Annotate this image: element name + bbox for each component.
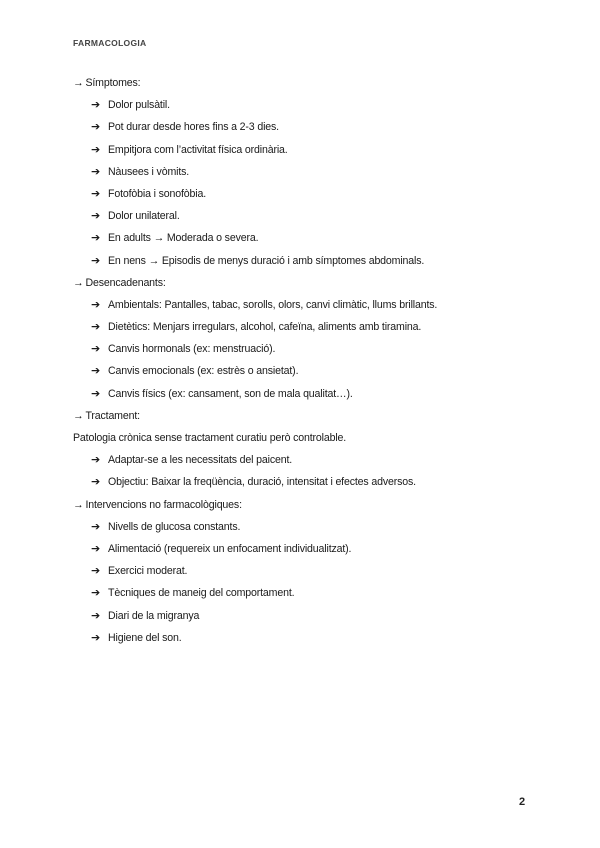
- document-body: [73, 72, 543, 649]
- list-item: ➔ Adaptar-se a les necessitats del paicent.: [73, 449, 543, 471]
- arrow-bullet-icon: ➔: [91, 143, 101, 156]
- arrow-bullet-icon: ➔: [91, 565, 101, 578]
- section-heading-intervencions: [73, 494, 543, 516]
- list-item: ➔ Nivells de glucosa constants.: [73, 516, 543, 538]
- arrow-bullet-icon: ➔: [91, 254, 101, 267]
- list-item: ➔ Diari de la migranya: [73, 605, 543, 627]
- list-item: ➔ En adults → Moderada o severa.: [73, 227, 543, 249]
- section-title: Símptomes:: [85, 77, 141, 89]
- arrow-bullet-icon: ➔: [91, 454, 101, 467]
- list-item: ➔ Dolor pulsàtil.: [73, 94, 543, 116]
- arrow-bullet-icon: ➔: [91, 609, 101, 622]
- arrow-bullet-icon: ➔: [91, 232, 101, 245]
- arrow-bullet-icon: ➔: [91, 99, 101, 112]
- right-arrow-icon: →: [73, 276, 84, 289]
- list-item: ➔ Nàusees i vòmits.: [73, 161, 543, 183]
- arrow-bullet-icon: ➔: [91, 121, 101, 134]
- section-title: Desencadenants:: [85, 276, 166, 289]
- list-item: ➔ Fotofòbia i sonofòbia.: [73, 183, 543, 205]
- list-item: ➔ Canvis emocionals (ex: estrès o ansietat).: [73, 360, 543, 382]
- list-item: ➔ Dietètics: Menjars irregulars, alcohol, cafeïna, aliments amb tiramina.: [73, 316, 543, 338]
- arrow-bullet-icon: ➔: [91, 587, 101, 600]
- list-item: ➔ Alimentació (requereix un enfocament individualitzat).: [73, 538, 543, 560]
- list-item: ➔ Objectiu: Baixar la freqüència, duració, intensitat i efectes adversos.: [73, 471, 543, 493]
- running-header: FARMACOLOGIA: [73, 38, 147, 48]
- section-title: Intervencions no farmacològiques:: [85, 498, 242, 511]
- arrow-bullet-icon: ➔: [91, 631, 101, 644]
- list-item: ➔ Exercici moderat.: [73, 560, 543, 582]
- arrow-bullet-icon: ➔: [91, 542, 101, 555]
- section-heading-desencadenants: [73, 272, 543, 294]
- section-title: Tractament:: [85, 409, 140, 422]
- list-item: ➔ Dolor unilateral.: [73, 205, 543, 227]
- arrow-bullet-icon: ➔: [91, 321, 101, 334]
- section-heading-tractament: [73, 405, 543, 427]
- arrow-bullet-icon: ➔: [91, 298, 101, 311]
- list-item: ➔ Higiene del son.: [73, 627, 543, 649]
- arrow-bullet-icon: ➔: [91, 343, 101, 356]
- list-item: ➔ Canvis físics (ex: cansament, son de mala qualitat…).: [73, 383, 543, 405]
- list-item: ➔ Tècniques de maneig del comportament.: [73, 582, 543, 604]
- list-item: ➔ Pot durar desde hores fins a 2-3 dies.: [73, 116, 543, 138]
- list-item: ➔ Empitjora com l’activitat física ordinària.: [73, 139, 543, 161]
- right-arrow-icon: →: [73, 498, 84, 511]
- list-item: ➔ Canvis hormonals (ex: menstruació).: [73, 338, 543, 360]
- arrow-bullet-icon: ➔: [91, 165, 101, 178]
- right-arrow-icon: →: [73, 409, 84, 422]
- arrow-bullet-icon: ➔: [91, 187, 101, 200]
- arrow-bullet-icon: ➔: [91, 520, 101, 533]
- section-heading-simptomes: [73, 72, 543, 94]
- arrow-bullet-icon: ➔: [91, 210, 101, 223]
- list-item: ➔ En nens → Episodis de menys duració i amb símptomes abdominals.: [73, 250, 543, 272]
- page-number: 2: [519, 796, 526, 808]
- list-item: ➔ Ambientals: Pantalles, tabac, sorolls, olors, canvi climàtic, llums brillants.: [73, 294, 543, 316]
- right-arrow-icon: →: [73, 77, 84, 89]
- arrow-bullet-icon: ➔: [91, 476, 101, 489]
- arrow-bullet-icon: ➔: [91, 387, 101, 400]
- arrow-bullet-icon: ➔: [91, 365, 101, 378]
- paragraph: Patologia crònica sense tractament curatiu però controlable.: [73, 432, 347, 444]
